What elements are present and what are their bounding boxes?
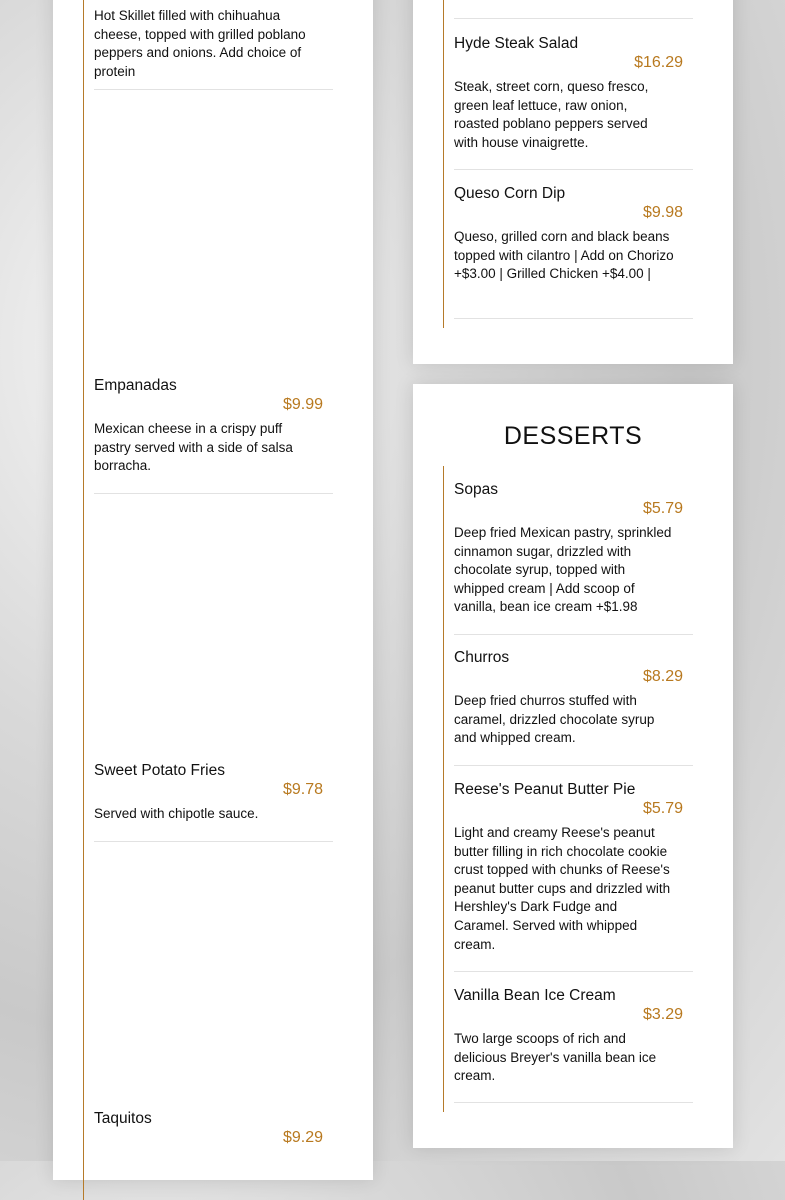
item-description: Hot Skillet filled with chihuahua cheese, topped with grilled poblano peppers and onions. Add choice of protein (94, 8, 306, 79)
item-description: Two large scoops of rich and delicious Breyer's vanilla bean ice cream. (454, 1031, 657, 1084)
item-price: $8.29 (642, 668, 683, 685)
accent-rule (443, 0, 444, 328)
menu-item (94, 761, 333, 842)
accent-rule (443, 466, 444, 1112)
menu-item (454, 780, 693, 972)
item-name: Hyde Steak Salad (454, 35, 579, 52)
item-description: Mexican cheese in a crispy puff pastry served with a side of salsa borracha. (94, 421, 293, 474)
item-price: $9.98 (642, 204, 683, 221)
menu-item (454, 986, 693, 1103)
menu-item (454, 480, 693, 635)
section-title: DESSERTS (503, 422, 643, 450)
menu-item (454, 184, 693, 319)
item-price: $9.78 (282, 781, 323, 798)
menu-item (94, 1109, 333, 1189)
item-description: Deep fried churros stuffed with caramel, drizzled chocolate syrup and whipped cream. (454, 693, 655, 746)
item-description: Light and creamy Reese's peanut butter filling in rich chocolate cookie crust topped with chunks of Reese's peanut butter cups and drizzled with Hershley's Dark Fudge and Caramel. Served with whipped cream. (454, 825, 671, 952)
item-name: Queso Corn Dip (454, 185, 566, 202)
menu-panel-salads (413, 0, 733, 364)
menu-item (454, 34, 693, 170)
menu-panel-left (53, 0, 373, 1180)
accent-rule (83, 0, 84, 1200)
item-name: Vanilla Bean Ice Cream (454, 987, 616, 1004)
item-name: Sweet Potato Fries (94, 762, 225, 779)
menu-item (454, 648, 693, 766)
divider (454, 18, 693, 19)
item-description: Served with chipotle sauce. (94, 806, 259, 821)
menu-item (94, 0, 333, 90)
item-price: $9.29 (282, 1129, 323, 1146)
item-price: $16.29 (634, 54, 683, 71)
item-price: $5.79 (642, 800, 683, 817)
item-price: $5.79 (642, 500, 683, 517)
item-description: Queso, grilled corn and black beans topped with cilantro | Add on Chorizo +$3.00 | Grilled Chicken +$4.00 | (454, 229, 674, 282)
item-description: Steak, street corn, queso fresco, green leaf lettuce, raw onion, roasted poblano peppers served with house vinaigrette. (454, 79, 649, 150)
item-name: Sopas (454, 481, 498, 498)
item-name: Taquitos (94, 1110, 152, 1127)
item-price: $9.99 (282, 396, 323, 413)
menu-item (94, 376, 333, 494)
item-name: Empanadas (94, 377, 177, 394)
item-name: Churros (454, 649, 510, 666)
item-description: Deep fried Mexican pastry, sprinkled cinnamon sugar, drizzled with chocolate syrup, topped with whipped cream | Add scoop of vanilla, bean ice cream +$1.98 (454, 525, 672, 615)
item-price: $3.29 (642, 1006, 683, 1023)
menu-panel-desserts (413, 384, 733, 1148)
item-name: Reese's Peanut Butter Pie (454, 781, 636, 798)
